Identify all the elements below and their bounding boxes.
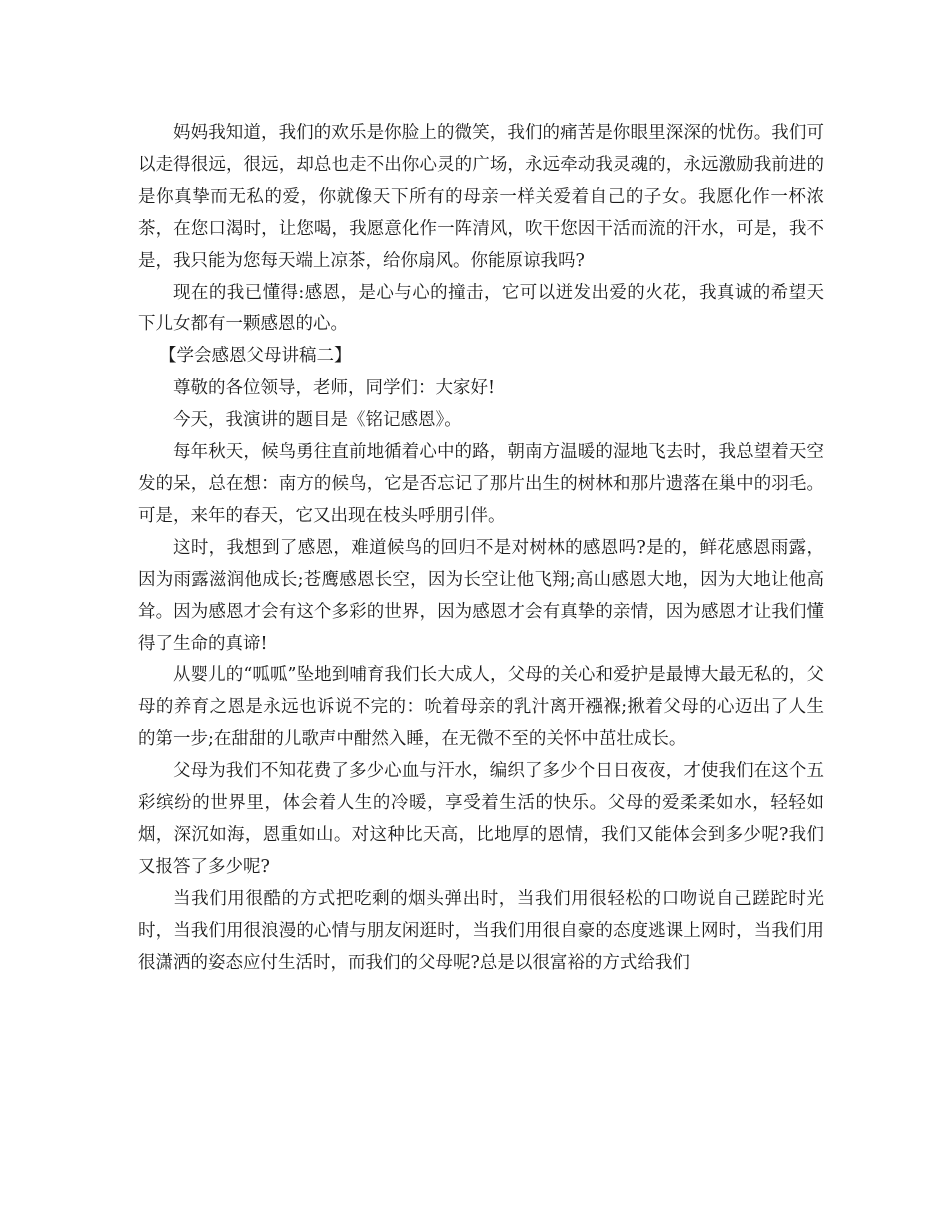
paragraph-parents-care: 从婴儿的“呱呱”坠地到哺育我们长大成人，父母的关心和爱护是最博大最无私的，父母的养育之恩是永远也诉说不完的：吮着母亲的乳汁离开襁褓;揪着父母的心迈出了人生的第一步;在甜甜的儿歌声中酣然入睡，在无微不至的关怀中茁壮成长。 [138,665,824,750]
paragraph-parents-sacrifice: 父母为我们不知花费了多少心血与汗水，编织了多少个日日夜夜，才使我们在这个五彩缤纷的世界里，体会着人生的冷暖，享受着生活的快乐。父母的爱柔柔如水，轻轻如烟，深沉如海，恩重如山。对这种比天高，比地厚的恩情，我们又能体会到多少呢?我们又报答了多少呢? [138,761,824,877]
paragraph-thinking-gratitude: 这时，我想到了感恩，难道候鸟的回归不是对树林的感恩吗?是的，鲜花感恩雨露，因为雨露滋润他成长;苍鹰感恩长空，因为长空让他飞翔;高山感恩大地，因为大地让他高耸。因为感恩才会有这个多彩的世界，因为感恩才会有真挚的亲情，因为感恩才让我们懂得了生命的真谛! [138,537,824,654]
paragraph-our-behavior: 当我们用很酷的方式把吃剩的烟头弹出时，当我们用很轻松的口吻说自己蹉跎时光时，当我们用很浪漫的心情与朋友闲逛时，当我们用很自豪的态度逃课上网时，当我们用很潇洒的姿态应付生活时，而我们的父母呢?总是以很富裕的方式给我们 [138,888,824,973]
paragraph-mother-love: 妈妈我知道，我们的欢乐是你脸上的微笑，我们的痛苦是你眼里深深的忧伤。我们可以走得很远，很远，却总也走不出你心灵的广场，永远牵动我灵魂的，永远激励我前进的是你真挚而无私的爱，你就像天下所有的母亲一样关爱着自己的子女。我愿化作一杯浓茶，在您口渴时，让您喝，我愿意化作一阵清风，吹干您因干活而流的汗水，可是，我不是，我只能为您每天端上凉茶，给你扇风。你能原谅我吗? [138,123,824,271]
paragraph-migratory-birds: 每年秋天，候鸟勇往直前地循着心中的路，朝南方温暖的湿地飞去时，我总望着天空发的呆，总在想：南方的候鸟，它是否忘记了那片出生的树林和那片遗落在巢中的羽毛。可是，来年的春天，它又出现在枝头呼朋引伴。 [138,442,824,526]
speech-intro: 今天，我演讲的题目是《铭记感恩》。 [173,410,462,431]
paragraph-gratitude-now: 现在的我已懂得:感恩，是心与心的撞击，它可以迸发出爱的火花，我真诚的希望天下儿女都有一颗感恩的心。 [138,282,824,335]
section-title: 【学会感恩父母讲稿二】 [159,346,352,367]
document-page [138,118,824,979]
speech-greeting: 尊敬的各位领导，老师，同学们：大家好! [173,378,496,399]
